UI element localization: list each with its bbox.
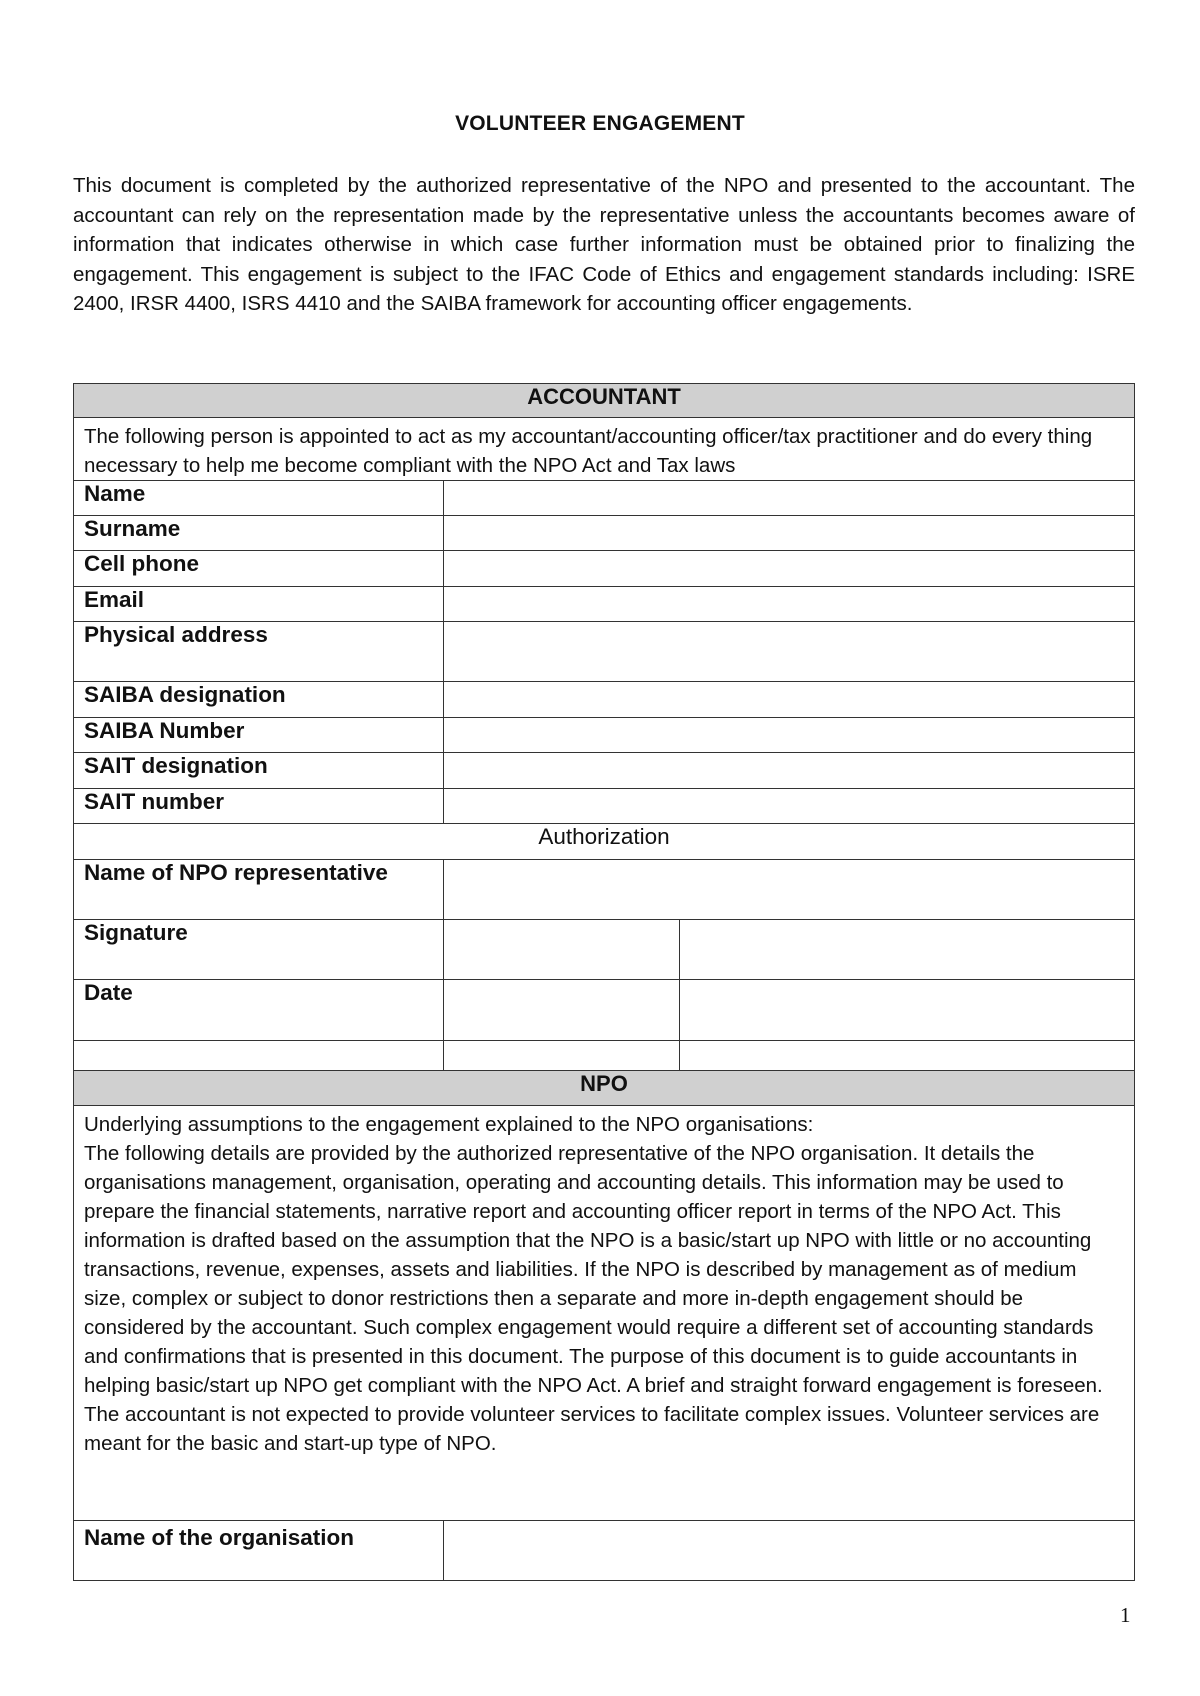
engagement-form-table	[73, 383, 1135, 1581]
sait-number-label: SAIT number	[74, 789, 444, 824]
email-field[interactable]	[444, 587, 1135, 622]
sait-number-field[interactable]	[444, 789, 1135, 824]
saiba-designation-field[interactable]	[444, 682, 1135, 718]
npo-assumptions-intro: Underlying assumptions to the engagement explained to the NPO organisations:	[84, 1113, 814, 1136]
authorization-heading: Authorization	[74, 824, 1135, 860]
empty-cell	[680, 1041, 1135, 1071]
sait-designation-label: SAIT designation	[74, 753, 444, 789]
empty-cell	[74, 1041, 444, 1071]
npo-assumptions-text: The following details are provided by the authorized representative of the NPO organisation. It details the organisations management, organisation, operating and accounting details. This information may be used to prepare the financial statements, narrative report and accounting officer report in terms of the NPO Act. This information is drafted based on the assumption that the NPO is a basic/start up NPO with little or no accounting transactions, revenue, expenses, assets and liabilities. If the NPO is described by management as of medium size, complex or subject to donor restrictions then a separate and more in-depth engagement should be considered by the accountant. Such complex engagement would require a different set of accounting standards and confirmations that is presented in this document. The purpose of this document is to guide accountants in helping basic/start up NPO get compliant with the NPO Act. A brief and straight forward engagement is foreseen. The accountant is not expected to provide volunteer services to facilitate complex issues. Volunteer services are meant for the basic and start-up type of NPO.	[84, 1142, 1103, 1455]
physical-address-label: Physical address	[74, 622, 444, 682]
npo-representative-label: Name of NPO representative	[74, 860, 444, 920]
npo-assumptions-block	[74, 1106, 1135, 1521]
sait-designation-field[interactable]	[444, 753, 1135, 789]
saiba-number-label: SAIBA Number	[74, 718, 444, 753]
name-label: Name	[74, 481, 444, 516]
cell-phone-field[interactable]	[444, 551, 1135, 587]
physical-address-field[interactable]	[444, 622, 1135, 682]
email-label: Email	[74, 587, 444, 622]
document-title: VOLUNTEER ENGAGEMENT	[455, 112, 745, 135]
page-number: 1	[1120, 1603, 1131, 1627]
accountant-section-header: ACCOUNTANT	[74, 384, 1135, 418]
cell-phone-label: Cell phone	[74, 551, 444, 587]
npo-section-header: NPO	[74, 1071, 1135, 1106]
organisation-name-field[interactable]	[444, 1521, 1135, 1581]
signature-label: Signature	[74, 920, 444, 980]
saiba-number-field[interactable]	[444, 718, 1135, 753]
surname-field[interactable]	[444, 516, 1135, 551]
date-label: Date	[74, 980, 444, 1041]
accountant-appointment-statement: The following person is appointed to act as my accountant/accounting officer/tax practitioner and do every thing necessary to help me become compliant with the NPO Act and Tax laws	[74, 418, 1135, 481]
npo-representative-field[interactable]	[444, 860, 1135, 920]
saiba-designation-label: SAIBA designation	[74, 682, 444, 718]
signature-field-extra[interactable]	[680, 920, 1135, 980]
empty-cell	[444, 1041, 680, 1071]
intro-paragraph: This document is completed by the authorized representative of the NPO and presented to the accountant. The accountant can rely on the representation made by the representative unless the accountants becomes aware of information that indicates otherwise in which case further information must be obtained prior to finalizing the engagement. This engagement is subject to the IFAC Code of Ethics and engagement standards including: ISRE 2400, IRSR 4400, ISRS 4410 and the SAIBA framework for accounting officer engagements.	[73, 174, 1135, 315]
date-field-extra[interactable]	[680, 980, 1135, 1041]
surname-label: Surname	[74, 516, 444, 551]
date-field[interactable]	[444, 980, 680, 1041]
name-field[interactable]	[444, 481, 1135, 516]
organisation-name-label: Name of the organisation	[74, 1521, 444, 1581]
signature-field[interactable]	[444, 920, 680, 980]
